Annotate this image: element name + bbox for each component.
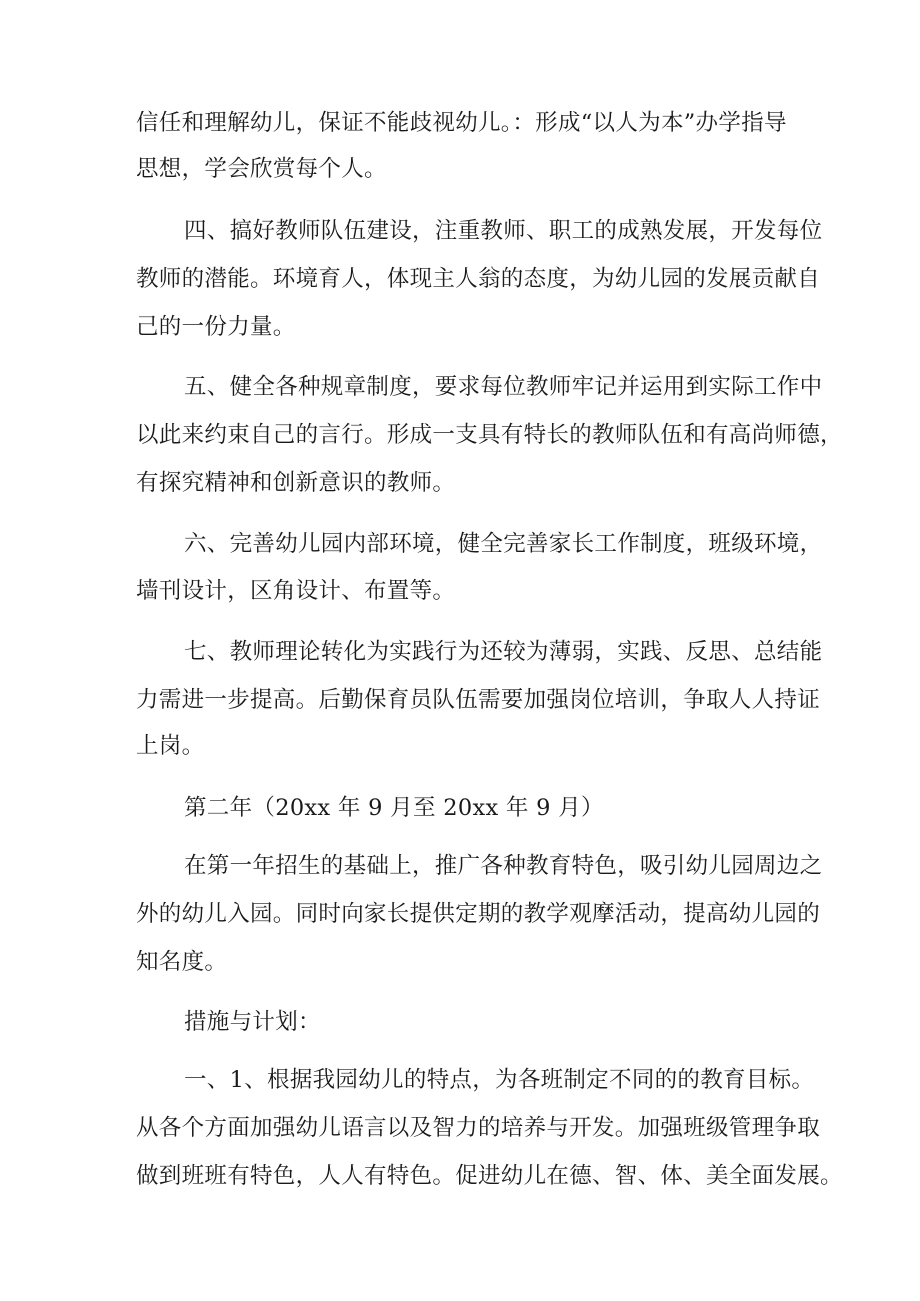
- text-line: 上岗。: [136, 733, 205, 759]
- text-line: 墙刊设计，区角设计、布置等。: [136, 578, 456, 604]
- text-line: 外的幼儿入园。同时向家长提供定期的教学观摩活动，提高幼儿园的: [136, 901, 821, 927]
- text-line: 教师的潜能。环境育人，体现主人翁的态度，为幼儿园的发展贡献自: [136, 266, 821, 292]
- text-line: 有探究精神和创新意识的教师。: [136, 470, 456, 496]
- text-line: 一、1、根据我园幼儿的特点，为各班制定不同的的教育目标。: [184, 1067, 815, 1093]
- text-line: 从各个方面加强幼儿语言以及智力的培养与开发。加强班级管理争取: [136, 1115, 821, 1141]
- text-line: 第二年（20xx 年 9 月至 20xx 年 9 月）: [184, 795, 604, 821]
- text-line: 五、健全各种规章制度，要求每位教师牢记并运用到实际工作中: [184, 374, 823, 400]
- text-line: 四、搞好教师队伍建设，注重教师、职工的成熟发展，开发每位: [184, 218, 823, 244]
- text-line: 以此来约束自己的言行。形成一支具有特长的教师队伍和有高尚师德，: [136, 422, 843, 448]
- text-line: 七、教师理论转化为实践行为还较为薄弱，实践、反思、总结能: [184, 639, 823, 665]
- text-line: 措施与计划：: [184, 1009, 321, 1035]
- text-line: 力需进一步提高。后勤保育员队伍需要加强岗位培训，争取人人持证: [136, 687, 821, 713]
- text-line: 做到班班有特色，人人有特色。促进幼儿在德、智、体、美全面发展。: [136, 1163, 843, 1189]
- text-line: 在第一年招生的基础上，推广各种教育特色，吸引幼儿园周边之: [184, 853, 823, 879]
- text-line: 信任和理解幼儿，保证不能歧视幼儿。：形成“以人为本”办学指导: [136, 110, 787, 136]
- text-line: 己的一份力量。: [136, 314, 296, 340]
- text-line: 思想，学会欣赏每个人。: [136, 156, 387, 182]
- text-line: 六、完善幼儿园内部环境，健全完善家长工作制度，班级环境，: [184, 531, 823, 557]
- text-line: 知名度。: [136, 949, 228, 975]
